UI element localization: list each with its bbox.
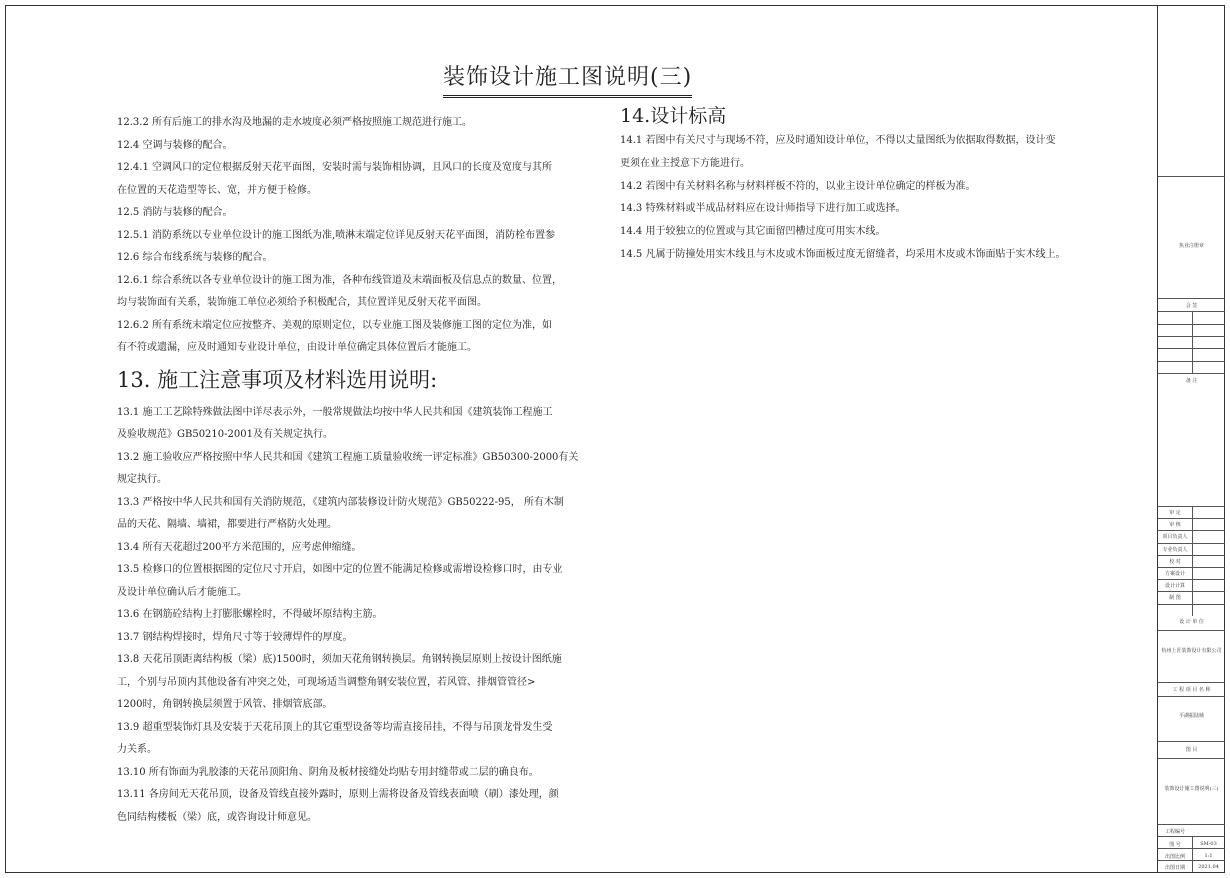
right-column [620, 104, 1080, 267]
paragraph-line: 13.7 钢结构焊接时，焊角尺寸等于较薄焊件的厚度。 [117, 631, 353, 643]
paragraph-line: 14.4 用于较独立的位置或与其它面留凹槽过度可用实木线。 [620, 226, 886, 238]
left-column [117, 112, 579, 829]
paragraph-line: 在位置的天花造型等长、宽，并方便于检修。 [117, 184, 317, 196]
design-unit-label: 设 计 单 位 [1179, 619, 1204, 625]
section-14-text [620, 130, 1080, 267]
approval-row-label: 校 对 [1169, 558, 1181, 565]
design-unit: 杭州上匠装饰设计有限公司 [1161, 648, 1222, 654]
paragraph-line: 12.6.1 综合系统以各专业单位设计的施工图为准，各种布线管道及末端面板及信息点的数量、位置， [117, 274, 562, 286]
countersign-label: 会 签 [1185, 303, 1198, 309]
paragraph-line: 12.3.2 所有后施工的排水沟及地漏的走水坡度必须严格按照施工规范进行施工。 [117, 117, 472, 128]
section-13-text [117, 402, 579, 830]
paragraph-line: 及验收规范》GB50210-2001及有关规定执行。 [117, 429, 333, 440]
paragraph-line: 13.3 严格按中华人民共和国有关消防规范，《建筑内部装修设计防火规范》GB50222-95， 所有木制 [117, 496, 564, 508]
approval-row-label: 项目负责人 [1162, 534, 1188, 541]
paragraph-line: 14.1 若图中有关尺寸与现场不符，应及时通知设计单位，不得以丈量图纸为依据取得数据，设计变 [620, 135, 1056, 146]
paragraph-line: 13.4 所有天花超过200平方米范围的，应考虑伸缩缝。 [117, 541, 362, 553]
paragraph-line: 及设计单位确认后才能施工。 [117, 586, 247, 598]
paragraph-line: 色同结构楼板（梁）底，或咨询设计师意见。 [117, 811, 317, 823]
heading-14: 14.设计标高 [620, 105, 727, 127]
page-title: 装饰设计施工图说明(三) [443, 60, 692, 98]
paragraph-line: 有不符或遗漏，应及时通知专业设计单位，由设计单位确定具体位置后才能施工。 [117, 342, 477, 353]
paragraph-line: 力关系。 [117, 744, 157, 755]
drawing-label: 图 目 [1185, 747, 1198, 753]
paragraph-line: 13.11 各房间无天花吊顶，设备及管线直接外露时，原则上需将设备及管线表面喷（刷）漆处理，颜 [117, 789, 559, 800]
scale-label: 出图比例 [1164, 854, 1185, 860]
approval-row-label: 审 定 [1169, 510, 1181, 516]
paragraph-line: 14.3 特殊材料或半成品材料应在设计师指导下进行加工或选择。 [620, 203, 906, 215]
stamp-label: 执业注册章 [1178, 243, 1204, 249]
paragraph-line: 13.10 所有饰面为乳胶漆的天花吊顶阳角、阴角及板材接缝处均贴专用封缝带或二层的确良布。 [117, 766, 539, 778]
paragraph-line: 13.9 超重型装饰灯具及安装于天花吊顶上的其它重型设备等均需直接吊挂，不得与吊顶龙骨发生受 [117, 721, 553, 733]
paragraph-line: 12.4 空调与装修的配合。 [117, 139, 233, 151]
approval-row-label: 方案设计 [1164, 571, 1185, 577]
paragraph-line: 工，个别与吊顶内其他设备有冲突之处，可现场适当调整角钢安装位置，若风管、排烟管管径> [117, 676, 536, 688]
scale: 1:1 [1204, 853, 1213, 859]
date: 2021.04 [1198, 864, 1219, 870]
paragraph-line: 13.6 在钢筋砼结构上打膨胀螺栓时，不得破坏原结构主筋。 [117, 609, 383, 620]
date-label: 出图日期 [1164, 865, 1185, 871]
paragraph-line: 12.4.1 空调风口的定位根据反射天花平面图，安装时需与装饰相协调，且风口的长度及宽度与其所 [117, 162, 552, 173]
paragraph-line: 14.5 凡属于防撞处用实木线且与木皮或木饰面板过度无留缝者，均采用木皮或木饰面贴于实木线上。 [620, 248, 1066, 260]
paragraph-line: 13.5 检修口的位置根据图的定位尺寸开启，如图中定的位置不能满足检修或需增设检修口时，由专业 [117, 564, 563, 575]
paragraph-line: 13.8 天花吊顶距离结构板（梁）底)1500时，须加天花角钢转换层。角钢转换层原则上按设计图纸施 [117, 654, 562, 665]
title-block [1157, 6, 1224, 872]
approval-row-label: 设计计算 [1164, 583, 1185, 590]
paragraph-line: 均与装饰面有关系，装饰施工单位必须给予积极配合，其位置详见反射天花平面图。 [117, 297, 487, 308]
approval-row-label: 制 图 [1169, 595, 1181, 602]
paragraph-line: 14.2 若图中有关材料名称与材料样板不符的，以业主设计单位确定的样板为准。 [620, 180, 976, 192]
paragraph-line: 更须在业主授意下方能进行。 [620, 157, 750, 169]
paragraph-line: 13.2 施工验收应严格按照中华人民共和国《建筑工程施工质量验收统一评定标准》GB50300-2000有关 [117, 451, 579, 463]
section-12-text [117, 112, 569, 360]
approval-row-label: 专业负责人 [1162, 546, 1188, 553]
paragraph-line: 1200时，角钢转换层须置于风管、排烟管底部。 [117, 699, 333, 710]
heading-13: 13. 施工注意事项及材料选用说明: [117, 367, 438, 392]
paragraph-line: 12.5.1 消防系统以专业单位设计的施工图纸为准,喷淋末端定位详见反射天花平面图，消防栓布置参 [117, 229, 556, 241]
paragraph-line: 12.6 综合布线系统与装修的配合。 [117, 252, 273, 263]
drawing-no-label: 图 号 [1169, 842, 1181, 848]
paragraph-line: 12.6.2 所有系统末端定位应按整齐、美观的原则定位，以专业施工图及装修施工图的定位为准，如 [117, 319, 552, 331]
remarks-label: 备 注 [1185, 378, 1198, 384]
drawing-name: 装饰设计施工图说明(三) [1164, 786, 1219, 792]
drawing-no: SM-03 [1200, 841, 1217, 847]
project-no-label: 工程编号 [1164, 829, 1185, 835]
paragraph-line: 12.5 消防与装修的配合。 [117, 207, 233, 218]
project-label: 工 程 项 目 名 称 [1172, 687, 1211, 693]
approval-row-label: 审 核 [1169, 522, 1181, 529]
project-name: 平湖振陆城 [1178, 713, 1204, 719]
paragraph-line: 品的天花、隔墙、墙裙，都要进行严格防火处理。 [117, 519, 337, 530]
paragraph-line: 13.1 施工工艺除特殊做法图中详尽表示外，一般常规做法均按中华人民共和国《建筑装饰工程施工 [117, 406, 553, 418]
paragraph-line: 规定执行。 [117, 474, 167, 485]
